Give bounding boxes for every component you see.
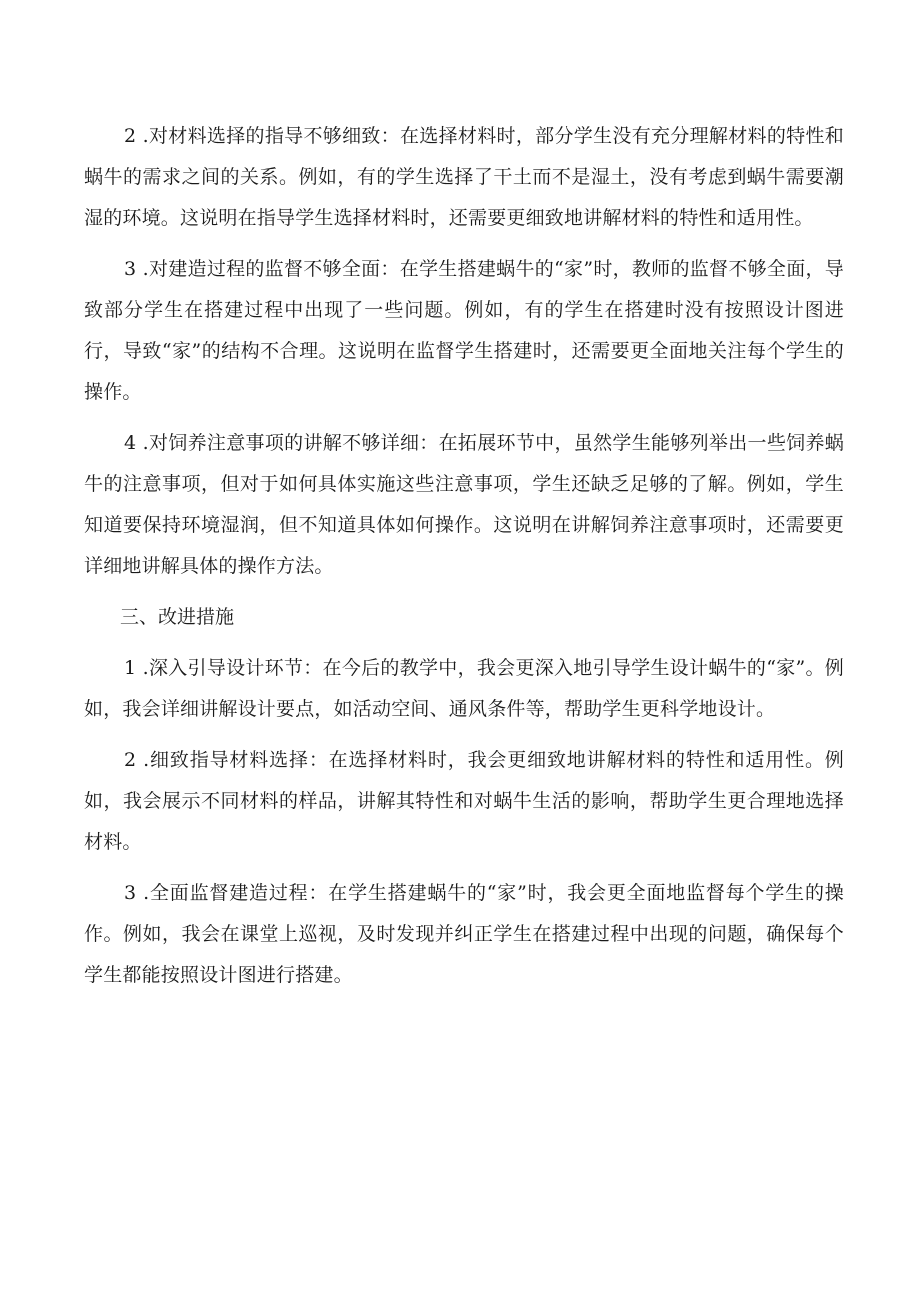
section-heading-improvements: 三、改进措施 bbox=[120, 606, 235, 628]
measure-design-guidance: 1 .深入引导设计环节：在今后的教学中，我会更深入地引导学生设计蜗牛的“家”。例如，我会详细讲解设计要点，如活动空间、通风条件等，帮助学生更科学地设计。 bbox=[84, 657, 844, 720]
paragraph-material-selection: 2 .对材料选择的指导不够细致：在选择材料时，部分学生没有充分理解材料的特性和蜗牛的需求之间的关系。例如，有的学生选择了干土而不是湿土，没有考虑到蜗牛需要潮湿的环境。这说明在指导学生选择材料时，还需要更细致地讲解材料的特性和适用性。 bbox=[84, 125, 844, 229]
paragraph-construction-supervision: 3 .对建造过程的监督不够全面：在学生搭建蜗牛的“家”时，教师的监督不够全面，导致部分学生在搭建过程中出现了一些问题。例如，有的学生在搭建时没有按照设计图进行，导致“家”的结构不合理。这说明在监督学生搭建时，还需要更全面地关注每个学生的操作。 bbox=[84, 258, 844, 403]
measure-material-guidance: 2 .细致指导材料选择：在选择材料时，我会更细致地讲解材料的特性和适用性。例如，我会展示不同材料的样品，讲解其特性和对蜗牛生活的影响，帮助学生更合理地选择材料。 bbox=[84, 749, 844, 853]
paragraph-feeding-notes: 4 .对饲养注意事项的讲解不够详细：在拓展环节中，虽然学生能够列举出一些饲养蜗牛的注意事项，但对于如何具体实施这些注意事项，学生还缺乏足够的了解。例如，学生知道要保持环境湿润，但不知道具体如何操作。这说明在讲解饲养注意事项时，还需要更详细地讲解具体的操作方法。 bbox=[84, 432, 844, 577]
document-body bbox=[84, 116, 844, 996]
measure-construction-supervision: 3 .全面监督建造过程：在学生搭建蜗牛的“家”时，我会更全面地监督每个学生的操作。例如，我会在课堂上巡视，及时发现并纠正学生在搭建过程中出现的问题，确保每个学生都能按照设计图进行搭建。 bbox=[84, 882, 844, 986]
